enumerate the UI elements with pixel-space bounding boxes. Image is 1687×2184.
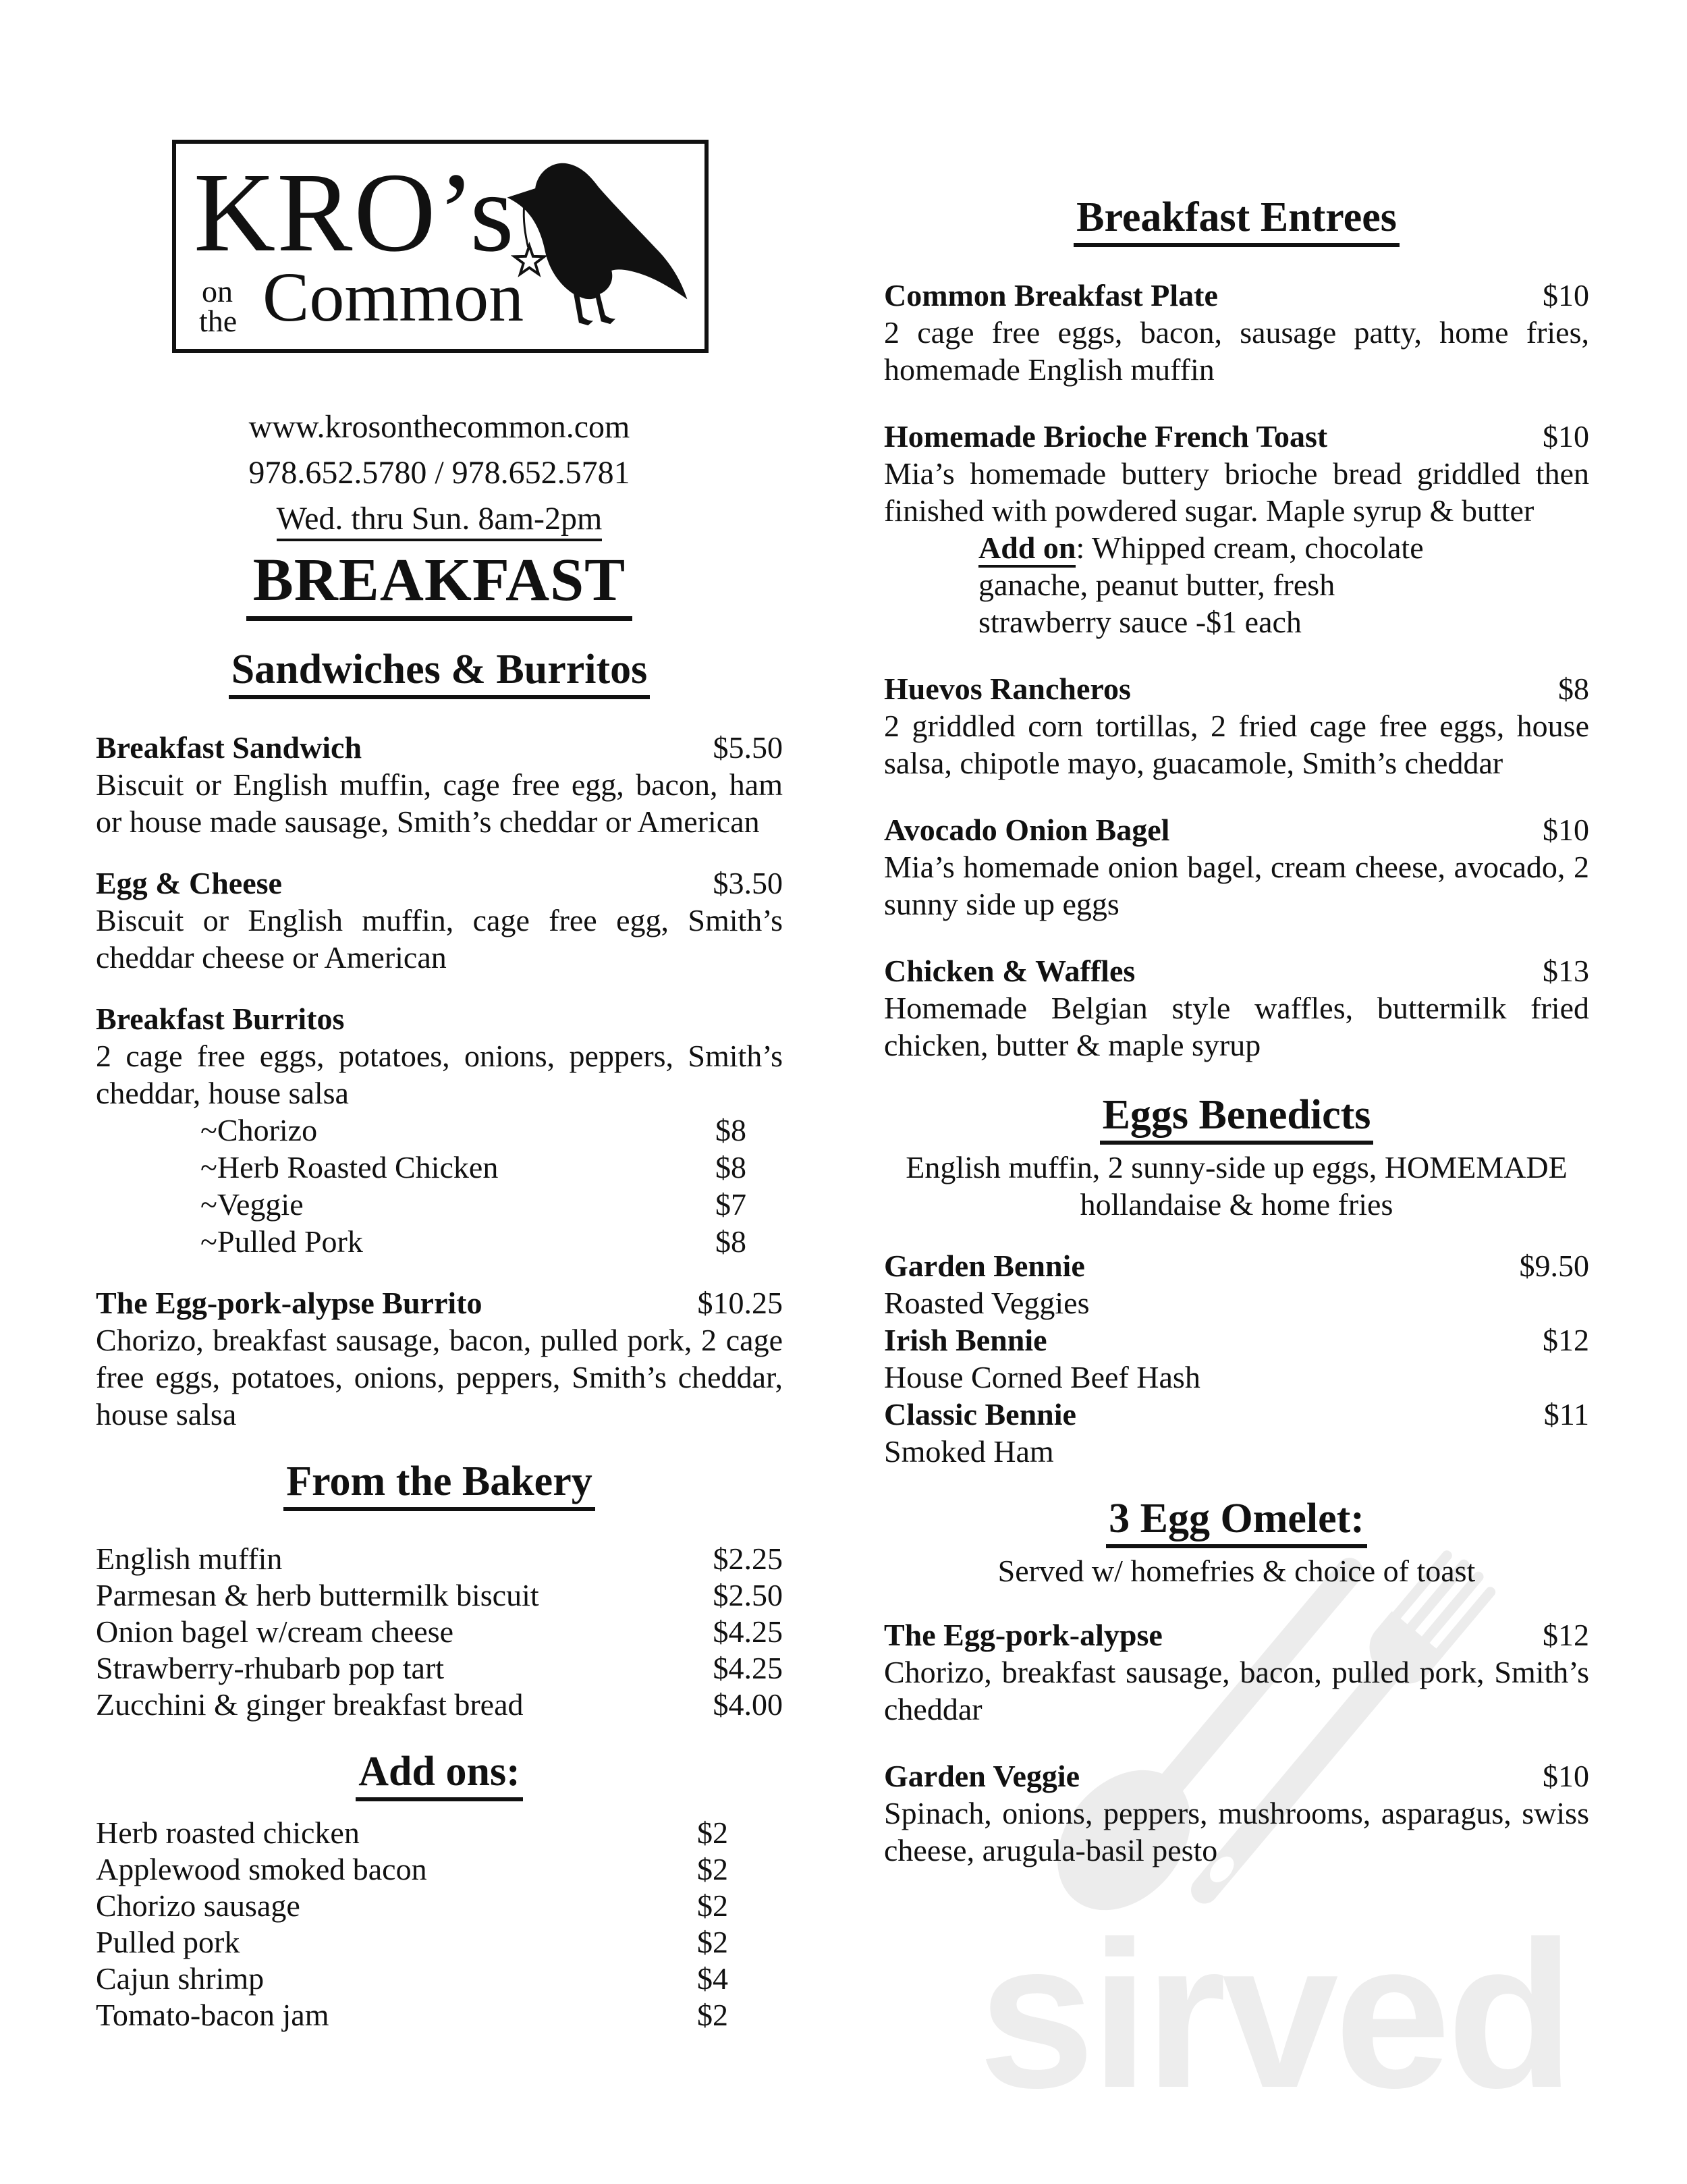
item-name: Cajun shrimp [96,1961,265,1996]
item-description: 2 griddled corn tortillas, 2 fried cage free eggs, house salsa, chipotle mayo, guacamole, Smith’s cheddar [884,709,1589,781]
item-name: Strawberry-rhubarb pop tart [96,1651,445,1686]
item-price: $2 [697,1888,728,1923]
item-description: Chorizo, breakfast sausage, bacon, pulled pork, 2 cage free eggs, potatoes, onions, peppers, Smith’s cheddar, house salsa [96,1323,783,1432]
item-name: English muffin [96,1541,283,1577]
item-name: Zucchini & ginger breakfast bread [96,1687,524,1722]
item-price: $2 [697,1998,728,2033]
section-title: Breakfast Entrees [1074,196,1400,247]
item-name: Irish Bennie [884,1323,1047,1358]
left-column [96,0,783,2033]
menu-item [884,277,1589,388]
website: www.krosonthecommon.com [248,409,630,445]
menu-item [884,811,1589,923]
menu-row [96,1577,783,1614]
item-name: Garden Veggie [884,1759,1080,1794]
addon-text: : Whipped cream, chocolate ganache, peanut butter, fresh strawberry sauce -$1 each [978,530,1424,640]
section-bakery [96,1460,783,1723]
menu-row [96,1687,783,1723]
item-price: $10.25 [697,1286,783,1321]
section-eggs-benedicts [884,1093,1589,1470]
sub-item [96,1186,783,1223]
item-price: $12 [1543,1323,1589,1358]
item-description: 2 cage free eggs, potatoes, onions, peppers, Smith’s cheddar, house salsa [96,1039,783,1111]
sub-item-name: ~Veggie [200,1187,304,1222]
item-name: Garden Bennie [884,1249,1085,1284]
sub-item-price: $7 [715,1187,746,1222]
item-name: Pulled pork [96,1925,240,1960]
sub-item [96,1112,783,1149]
item-price: $13 [1543,954,1589,989]
item-name: Parmesan & herb buttermilk biscuit [96,1578,539,1613]
section-title: Sandwiches & Burritos [229,648,651,699]
item-description: Spinach, onions, peppers, mushrooms, asparagus, swiss cheese, arugula-basil pesto [884,1796,1589,1868]
section-sandwiches-burritos [96,648,783,1433]
item-price: $8 [1558,672,1589,707]
item-description: Mia’s homemade buttery brioche bread griddled then finished with powdered sugar. Maple syrup & butter [884,456,1589,528]
item-price: $10 [1543,1759,1589,1794]
item-description: Biscuit or English muffin, cage free egg, Smith’s cheddar cheese or American [96,903,783,975]
item-name: Herb roasted chicken [96,1816,360,1851]
section-title: Add ons: [356,1750,523,1801]
item-price: $10 [1543,278,1589,313]
item-price: $4 [697,1961,728,1996]
menu-item [96,729,783,840]
section-breakfast-entrees [884,196,1589,1064]
section-subtitle: English muffin, 2 sunny-side up eggs, HOMEMADE hollandaise & home fries [906,1150,1568,1222]
item-name: Tomato-bacon jam [96,1998,329,2033]
item-price: $9.50 [1519,1249,1589,1284]
logo-on-text: on [202,274,233,308]
item-description: Biscuit or English muffin, cage free egg, bacon, ham or house made sausage, Smith’s cheddar or American [96,767,783,840]
item-name: Common Breakfast Plate [884,278,1218,313]
menu-row [96,1997,783,2033]
item-price: $5.50 [713,730,783,765]
logo-common-text: Common [262,258,524,336]
item-description: House Corned Beef Hash [884,1360,1200,1395]
menu-row [96,1815,783,1851]
section-title: 3 Egg Omelet: [1106,1497,1367,1548]
item-name: The Egg-pork-alypse [884,1618,1163,1653]
phone-numbers: 978.652.5780 / 978.652.5781 [248,455,630,491]
item-price: $4.25 [713,1651,783,1686]
section-subtitle: Served w/ homefries & choice of toast [997,1554,1476,1589]
menu-item [884,1321,1589,1396]
item-name: Homemade Brioche French Toast [884,419,1328,454]
crow-with-star-icon [499,151,695,346]
item-price: $2.50 [713,1578,783,1613]
menu-item [884,418,1589,640]
item-price: $4.00 [713,1687,783,1722]
item-name: Onion bagel w/cream cheese [96,1614,454,1649]
item-price: $12 [1543,1618,1589,1653]
menu-row [96,1961,783,1997]
page-title: BREAKFAST [246,550,632,621]
section-title: Eggs Benedicts [1100,1093,1374,1145]
item-price: $2.25 [713,1541,783,1577]
item-name: Applewood smoked bacon [96,1852,427,1887]
menu-row [96,1851,783,1888]
menu-row [96,1614,783,1650]
contact-block [96,404,783,542]
item-name: Huevos Rancheros [884,672,1131,707]
section-add-ons [96,1750,783,2033]
item-price: $2 [697,1925,728,1960]
item-price: $10 [1543,419,1589,454]
item-name: Classic Bennie [884,1397,1076,1432]
menu-item [884,1757,1589,1869]
sub-item-price: $8 [715,1224,746,1259]
item-price: $11 [1543,1397,1589,1432]
menu-row [96,1924,783,1961]
item-price: $4.25 [713,1614,783,1649]
addon-label: Add on [978,530,1076,568]
sub-item-name: ~Pulled Pork [200,1224,363,1259]
item-price: $2 [697,1852,728,1887]
sub-item [96,1223,783,1260]
item-name: Chicken & Waffles [884,954,1136,989]
sirved-watermark: sirved [978,1897,1571,2131]
right-column [884,0,1589,1899]
menu-row [96,1541,783,1577]
item-description: Roasted Veggies [884,1286,1090,1321]
item-addon-note [978,529,1424,640]
menu-item [96,865,783,976]
item-description: Mia’s homemade onion bagel, cream cheese, avocado, 2 sunny side up eggs [884,850,1589,922]
item-name: Breakfast Sandwich [96,730,362,765]
item-description: Chorizo, breakfast sausage, bacon, pulled pork, Smith’s cheddar [884,1655,1589,1727]
restaurant-logo [172,140,709,353]
sub-item-price: $8 [715,1113,746,1148]
logo-kros-text: KRO’s [194,150,516,275]
menu-item [884,1396,1589,1470]
menu-item [884,1247,1589,1321]
item-name: Egg & Cheese [96,866,282,901]
hours: Wed. thru Sun. 8am-2pm [277,499,603,541]
item-price: $10 [1543,813,1589,848]
sub-item-name: ~Chorizo [200,1113,318,1148]
item-name: Avocado Onion Bagel [884,813,1170,848]
menu-item [884,952,1589,1064]
item-price: $2 [697,1816,728,1851]
section-title: From the Bakery [283,1460,594,1511]
sub-item [96,1149,783,1186]
section-3-egg-omelet [884,1497,1589,1869]
item-name: Chorizo sausage [96,1888,300,1923]
item-description: Smoked Ham [884,1434,1054,1469]
sub-item-name: ~Herb Roasted Chicken [200,1150,499,1185]
item-price: $3.50 [713,866,783,901]
item-name: The Egg-pork-alypse Burrito [96,1286,482,1321]
menu-item [96,1284,783,1433]
sub-item-price: $8 [715,1150,746,1185]
menu-item [884,1616,1589,1728]
menu-row [96,1888,783,1924]
menu-item [96,1000,783,1260]
item-description: 2 cage free eggs, bacon, sausage patty, home fries, homemade English muffin [884,315,1589,387]
menu-row [96,1650,783,1687]
item-name: Breakfast Burritos [96,1002,345,1037]
logo-the-text: the [199,304,238,338]
item-description: Homemade Belgian style waffles, buttermilk fried chicken, butter & maple syrup [884,991,1589,1063]
menu-item [884,670,1589,782]
